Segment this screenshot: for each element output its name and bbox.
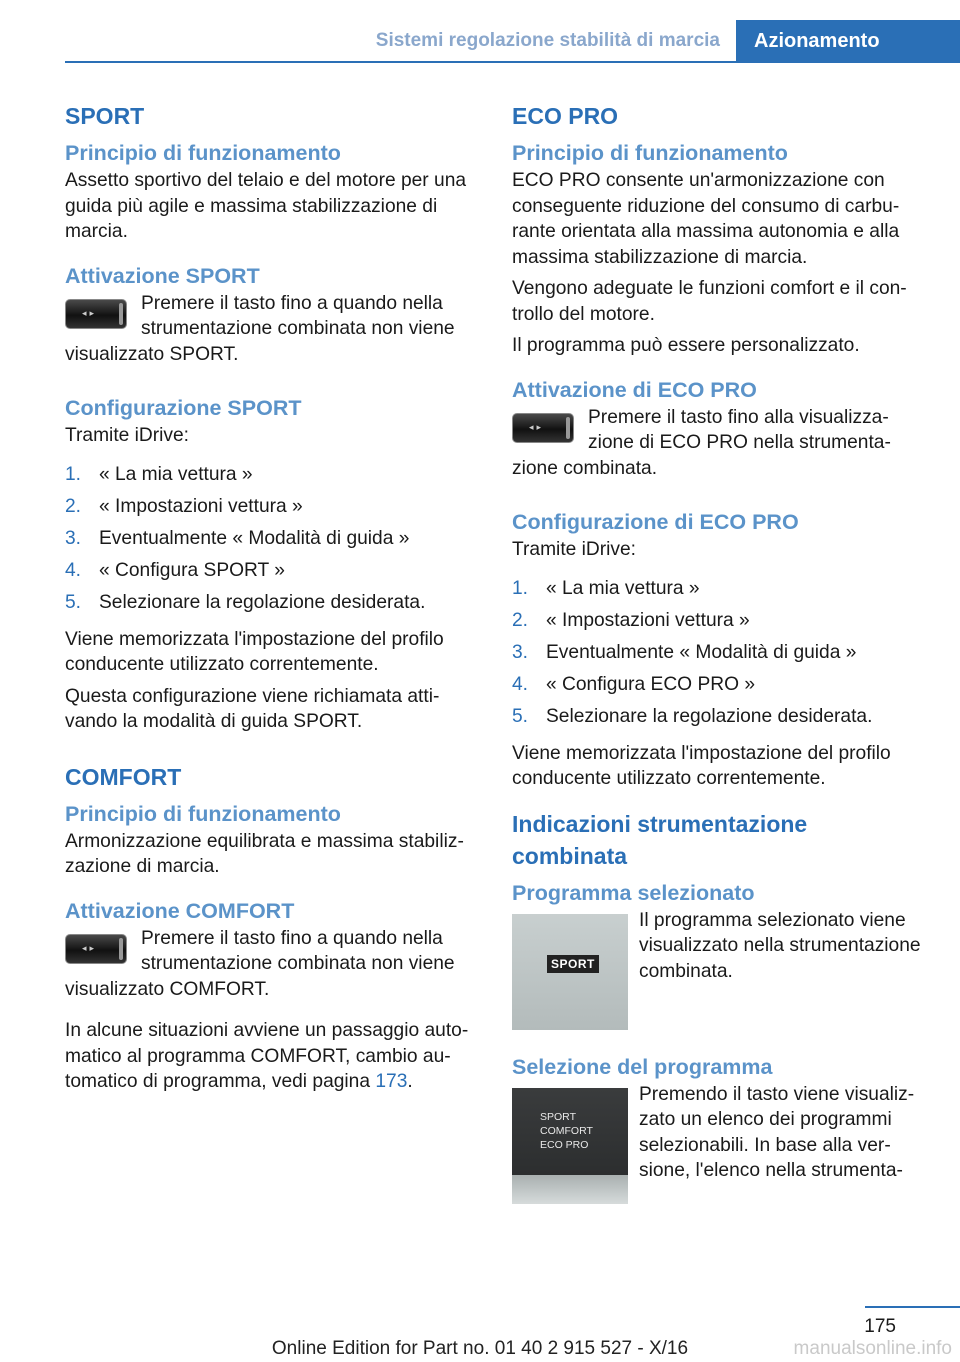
program-selection-heading: Selezione del programma	[512, 1054, 773, 1079]
page-link[interactable]: 173	[375, 1071, 408, 1092]
sport-activation-heading: Attivazione SPORT	[65, 263, 260, 288]
footer-edition: Online Edition for Part no. 01 40 2 915 527 - X/16	[271, 1338, 689, 1359]
list-item: 2. « Impostazioni vettura »	[512, 609, 750, 631]
header-section-title: Sistemi regolazione stabilità di marcia	[375, 30, 720, 51]
list-item: 1. « La mia vettura »	[65, 463, 253, 485]
program-list	[540, 1110, 593, 1152]
cluster-heading: Indicazioni strumentazione combinata	[512, 810, 808, 869]
program-selection-block	[512, 1082, 924, 1210]
eco-principle-text: ECO PRO consente un'armonizzazione con conseguente riduzione del consumo di carburante orientata alla massima autonomia e alla massima stabilizzazione di marcia.	[512, 170, 900, 268]
selected-program-heading: Programma selezionato	[512, 880, 755, 905]
sport-config-intro: Tramite iDrive:	[65, 425, 190, 446]
driving-mode-button-icon: ◂▸	[65, 934, 127, 964]
comfort-activation-block	[65, 926, 477, 1003]
sport-principle-heading: Principio di funzionamento	[65, 141, 341, 165]
comfort-principle-heading: Principio di funzionamento	[65, 801, 341, 826]
eco-principle-heading: Principio di funzionamento	[512, 141, 788, 165]
watermark: manualsonline.info	[793, 1338, 952, 1359]
list-item: 3. Eventualmente « Modalità di guida »	[65, 527, 410, 549]
sport-activation-block	[65, 291, 477, 368]
comfort-activation-text: Premere il tasto fino a quando nella strumentazione combinata non viene visualizzato COMFORT.	[65, 927, 455, 1000]
program-selection-text: Premendo il tasto viene visualizzato un elenco dei programmi selezionabili. In base alla versione, l'elenco nella strumenta-	[639, 1083, 915, 1181]
sport-config-note-2: Questa configurazione viene richiamata attivando la modalità di guida SPORT.	[65, 685, 440, 732]
footer-rule	[865, 1306, 960, 1308]
list-item: 5. Selezionare la regolazione desiderata.	[65, 591, 426, 613]
selected-program-block	[512, 908, 924, 1036]
list-item: 5. Selezionare la regolazione desiderata.	[512, 705, 873, 727]
comfort-activation-heading: Attivazione COMFORT	[65, 898, 295, 923]
sport-heading: SPORT	[65, 103, 145, 129]
sport-config-steps	[65, 459, 477, 619]
eco-activation-text: Premere il tasto fino alla visualizzazione di ECO PRO nella strumentazione combinata.	[512, 406, 891, 479]
eco-activation-heading: Attivazione di ECO PRO	[512, 377, 757, 402]
program-item: COMFORT	[540, 1124, 593, 1137]
eco-config-note: Viene memorizzata l'impostazione del profilo conducente utilizzato correntemente.	[512, 742, 891, 789]
eco-config-intro: Tramite iDrive:	[512, 539, 637, 560]
comfort-heading: COMFORT	[65, 763, 182, 790]
comfort-principle-text: Armonizzazione equilibrata e massima stabilizzazione di marcia.	[65, 830, 464, 877]
list-item: 4. « Configura ECO PRO »	[512, 673, 756, 695]
eco-activation-block	[512, 405, 924, 482]
header-rule	[65, 61, 960, 63]
program-list-display-image	[512, 1088, 628, 1204]
sport-badge: SPORT	[547, 955, 599, 973]
sport-config-note: Viene memorizzata l'impostazione del profilo conducente utilizzato correntemente.	[65, 628, 444, 675]
list-item: 2. « Impostazioni vettura »	[65, 495, 303, 517]
header-chapter-label: Azionamento	[754, 30, 880, 52]
right-column	[512, 100, 924, 1210]
eco-heading: ECO PRO	[512, 103, 619, 129]
eco-principle-text-2: Vengono adeguate le funzioni comfort e il controllo del motore.	[512, 278, 907, 325]
eco-config-heading: Configurazione di ECO PRO	[512, 510, 799, 534]
comfort-auto-text: In alcune situazioni avviene un passaggio automatico al programma COMFORT, cambio automatico di programma, vedi pagina 173.	[65, 1020, 469, 1092]
driving-mode-button-icon: ◂▸	[512, 413, 574, 443]
driving-mode-button-icon: ◂▸	[65, 299, 127, 329]
program-item: SPORT	[540, 1110, 576, 1123]
cluster-display-image	[512, 914, 628, 1030]
list-item: 3. Eventualmente « Modalità di guida »	[512, 641, 857, 663]
selected-program-text: Il programma selezionato viene visualizzato nella strumentazione combinata.	[639, 909, 921, 982]
sport-config-heading: Configurazione SPORT	[65, 396, 302, 420]
eco-config-steps	[512, 573, 924, 733]
sport-principle-text: Assetto sportivo del telaio e del motore per una guida più agile e massima stabilizzazione di marcia.	[65, 170, 467, 242]
list-item: 1. « La mia vettura »	[512, 577, 700, 599]
list-item: 4. « Configura SPORT »	[65, 559, 285, 581]
program-item: ECO PRO	[540, 1138, 589, 1151]
left-column	[65, 100, 477, 1095]
header-chapter-tab	[736, 20, 960, 63]
page-number: 175	[864, 1316, 896, 1337]
eco-principle-text-3: Il programma può essere personalizzato.	[512, 335, 860, 356]
sport-activation-text: Premere il tasto fino a quando nella strumentazione combinata non viene visualizzato SPORT.	[65, 292, 455, 365]
